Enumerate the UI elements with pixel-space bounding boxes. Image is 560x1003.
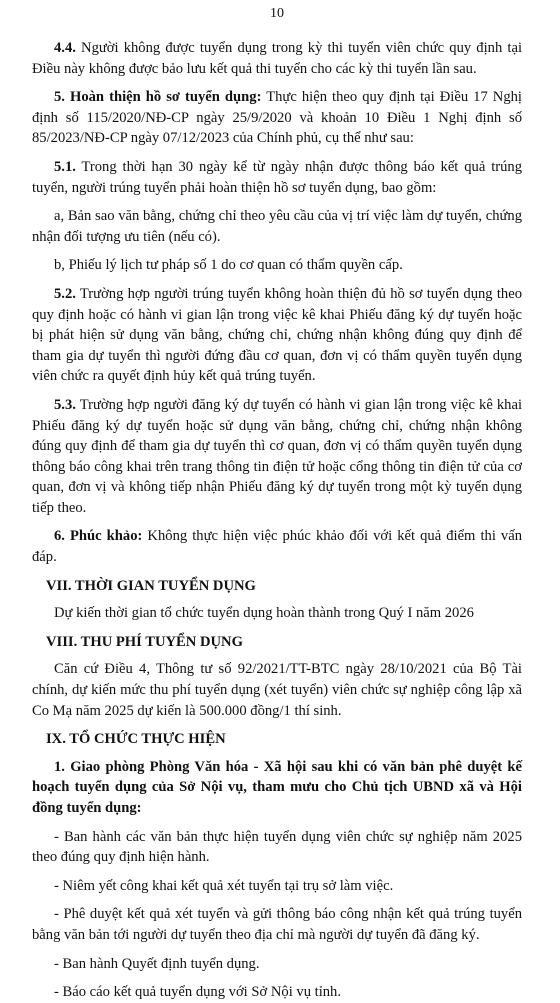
paragraph-4-4-label: 4.4.	[54, 40, 76, 56]
paragraph-ix-1: 1. Giao phòng Phòng Văn hóa - Xã hội sau khi có văn bản phê duyệt kế hoạch tuyển dụng của Sở Nội vụ, tham mưu cho Chủ tịch UBND xã và Hội đồng tuyển dụng:	[32, 758, 522, 816]
paragraph-5-2-label: 5.2.	[54, 285, 76, 302]
paragraph-5-1-b: b, Phiếu lý lịch tư pháp số 1 do cơ quan có thẩm quyền cấp.	[54, 257, 403, 274]
paragraph-viii: Căn cứ Điều 4, Thông tư số 92/2021/TT-BTC ngày 28/10/2021 của Bộ Tài chính, dự kiến mức thu phí tuyển dụng (xét tuyển) viên chức sự nghiệp công lập xã Co Mạ năm 2025 dự kiến là 500.000 đồng/1 thí sinh.	[32, 661, 522, 719]
bullet-item: - Ban hành các văn bản thực hiện tuyển dụng viên chức sự nghiệp năm 2025 theo đúng quy định hiện hành.	[32, 828, 522, 866]
section-heading-vii: VII. THỜI GIAN TUYỂN DỤNG	[46, 577, 256, 594]
paragraph-5	[32, 87, 522, 149]
bullet-item: - Báo cáo kết quả tuyển dụng với Sở Nội vụ tỉnh.	[54, 984, 342, 1001]
bullet-item: - Ban hành Quyết định tuyển dụng.	[54, 955, 260, 972]
paragraph-5-2	[32, 284, 522, 387]
paragraph-5-3-label: 5.3.	[54, 396, 76, 413]
paragraph-4-4-text: Người không được tuyển dụng trong kỳ thi tuyển viên chức quy định tại Điều này không được bảo lưu kết quả thi tuyển cho các kỳ thi tuyển lần sau.	[32, 40, 522, 77]
paragraph-5-2-text: Trường hợp người trúng tuyển không hoàn thiện đủ hồ sơ tuyển dụng theo quy định hoặc có hành vi gian lận trong việc kê khai Phiếu đăng ký dự tuyển hoặc bị phát hiện sử dụng văn bằng, chứng chỉ, chứng nhận không đúng quy định để tham gia dự tuyển thì người đứng đầu cơ quan, đơn vị có thẩm quyền tuyển dụng viên chức ra quyết định hủy kết quả trúng tuyển.	[32, 285, 522, 385]
paragraph-5-3-text: Trường hợp người đăng ký dự tuyển có hành vi gian lận trong việc kê khai Phiếu đăng ký dự tuyển hoặc sử dụng văn bằng, chứng chỉ, chứng nhận không đúng quy định để tham gia dự tuyển thì cơ quan, đơn vị có thẩm quyền tuyển dụng thông báo công khai trên trang thông tin điện tử hoặc cổng thông tin điện tử của cơ quan, đơn vị và không tiếp nhận Phiếu đăng ký dự tuyển trong một kỳ tuyển dụng tiếp theo.	[32, 396, 522, 516]
paragraph-5-1	[32, 157, 522, 198]
section-heading-ix: IX. TỔ CHỨC THỰC HIỆN	[46, 731, 226, 748]
bullet-item: - Niêm yết công khai kết quả xét tuyển tại trụ sở làm việc.	[54, 877, 394, 894]
paragraph-5-1-label: 5.1.	[54, 158, 76, 175]
paragraph-6-label: 6. Phúc khảo:	[54, 528, 143, 545]
paragraph-6-text: Không thực hiện việc phúc khảo đối với kết quả điểm thi vấn đáp.	[32, 528, 522, 566]
paragraph-5-1-text: Trong thời hạn 30 ngày kể từ ngày nhận được thông báo kết quả trúng tuyển, người trúng tuyển phải hoàn thiện hồ sơ tuyển dụng, bao gồm:	[32, 158, 522, 196]
bullet-item: - Phê duyệt kết quả xét tuyển và gửi thông báo công nhận kết quả trúng tuyển bằng văn bản tới người dự tuyển theo địa chỉ mà người dự tuyển đã đăng ký.	[32, 906, 522, 943]
paragraph-vii: Dự kiến thời gian tổ chức tuyển dụng hoàn thành trong Quý I năm 2026	[54, 605, 474, 622]
paragraph-4-4	[32, 38, 522, 79]
paragraph-6	[32, 526, 522, 567]
paragraph-5-text: Thực hiện theo quy định tại Điều 17 Nghị định số 115/2020/NĐ-CP ngày 25/9/2020 và khoản 10 Điều 1 Nghị định số 85/2023/NĐ-CP ngày 07/12/2023 của Chính phủ, cụ thể như sau:	[32, 89, 522, 147]
paragraph-5-3	[32, 395, 522, 519]
paragraph-5-label: 5. Hoàn thiện hồ sơ tuyển dụng:	[54, 89, 262, 106]
page-number: 10	[270, 6, 284, 21]
section-heading-viii: VIII. THU PHÍ TUYỂN DỤNG	[46, 633, 243, 650]
paragraph-5-1-a: a, Bản sao văn bằng, chứng chỉ theo yêu cầu của vị trí việc làm dự tuyển, chứng nhận đối tượng ưu tiên (nếu có).	[32, 208, 522, 245]
